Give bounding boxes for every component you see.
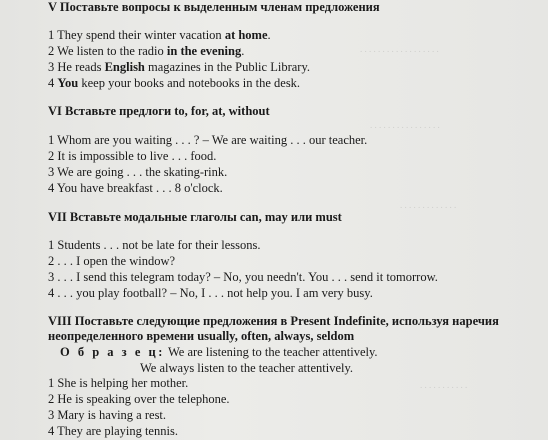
section-v-item-2 <box>48 44 244 59</box>
section-v-item-4 <box>48 76 300 91</box>
item-emphasis: in the evening <box>166 44 242 58</box>
section-vi-item-1: 1 Whom are you waiting . . . ? – We are waiting . . . our teacher. <box>48 133 368 147</box>
bleed-through-text: . . . . . . . . . . . . . . . . . . <box>360 44 439 54</box>
item-text: 2 We listen to the radio <box>48 44 167 58</box>
item-text-tail: magazines in the Public Library. <box>144 60 311 74</box>
section-vi-item-2: 2 It is impossible to live . . . food. <box>48 149 217 163</box>
example-block <box>60 345 378 360</box>
section-vii-heading: VII Вставьте модальные глаголы can, may или must <box>48 210 342 224</box>
example-label: О б р а з е ц: <box>60 345 165 359</box>
section-viii-heading-line-1: VIII Поставьте следующие предложения в Present Indefinite, используя наречия <box>48 314 499 328</box>
section-viii-heading-line-2: неопределенного времени usually, often, always, seldom <box>48 329 355 343</box>
item-text: 3 He reads <box>48 60 105 74</box>
section-vi-item-3: 3 We are going . . . the skating-rink. <box>48 165 228 179</box>
bleed-through-text: . . . . . . . . . . . . . . . . <box>370 120 440 130</box>
item-text: 1 They spend their winter vacation <box>48 28 225 42</box>
section-vi-heading: VI Вставьте предлоги to, for, at, without <box>48 104 270 118</box>
section-viii-item-1: 1 She is helping her mother. <box>48 376 189 390</box>
section-viii-item-2: 2 He is speaking over the telephone. <box>48 392 230 406</box>
section-vii-item-3: 3 . . . I send this telegram today? – No, you needn't. You . . . send it tomorrow. <box>48 270 438 284</box>
section-v-item-1 <box>48 28 271 43</box>
item-emphasis: You <box>57 76 79 90</box>
section-vii-item-1: 1 Students . . . not be late for their lessons. <box>48 238 261 252</box>
item-text-tail: . <box>267 28 271 42</box>
bleed-through-text: . . . . . . . . . . . <box>420 380 468 390</box>
example-line-1: We are listening to the teacher attentively. <box>168 345 378 359</box>
item-emphasis: at home <box>224 28 268 42</box>
section-v-item-3 <box>48 60 310 75</box>
section-v-heading: V Поставьте вопросы к выделенным членам предложения <box>48 0 380 14</box>
item-text-tail: . <box>241 44 245 58</box>
bleed-through-text: . . . . . . . . . . . . . <box>400 200 457 210</box>
item-text-tail: keep your books and notebooks in the desk. <box>78 76 301 90</box>
item-emphasis: English <box>104 60 145 74</box>
section-vii-item-4: 4 . . . you play football? – No, I . . . not help you. I am very busy. <box>48 286 373 300</box>
section-viii-item-3: 3 Mary is having a rest. <box>48 408 167 422</box>
section-vii-item-2: 2 . . . I open the window? <box>48 254 176 268</box>
section-viii-item-4: 4 They are playing tennis. <box>48 424 178 438</box>
example-line-2: We always listen to the teacher attentively. <box>140 361 354 375</box>
section-vi-item-4: 4 You have breakfast . . . 8 o'clock. <box>48 181 223 195</box>
item-number: 4 <box>48 76 58 90</box>
